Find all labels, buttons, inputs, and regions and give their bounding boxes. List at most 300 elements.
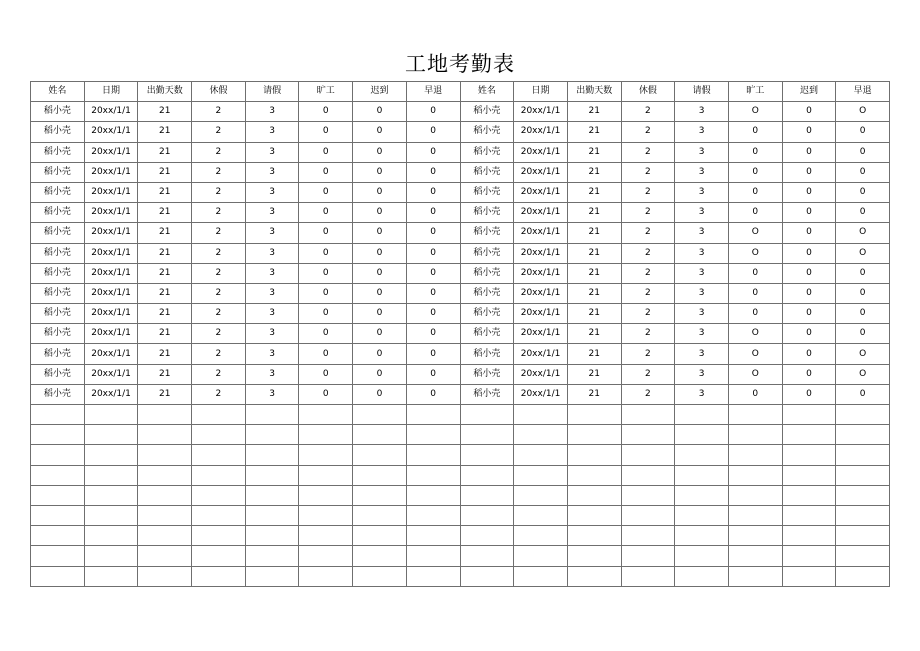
table-cell[interactable] bbox=[138, 526, 192, 546]
table-cell[interactable]: 0 bbox=[728, 162, 782, 182]
table-cell[interactable] bbox=[353, 526, 407, 546]
table-cell[interactable]: 20xx/1/1 bbox=[514, 304, 568, 324]
table-cell[interactable]: 稻小壳 bbox=[460, 122, 514, 142]
table-cell[interactable]: 0 bbox=[353, 142, 407, 162]
table-cell[interactable]: 21 bbox=[567, 263, 621, 283]
table-cell[interactable]: 0 bbox=[406, 182, 460, 202]
table-cell[interactable]: 3 bbox=[245, 384, 299, 404]
table-cell[interactable] bbox=[406, 425, 460, 445]
table-cell[interactable] bbox=[621, 526, 675, 546]
table-cell[interactable]: 20xx/1/1 bbox=[84, 102, 138, 122]
table-cell[interactable] bbox=[353, 546, 407, 566]
table-cell[interactable] bbox=[84, 445, 138, 465]
table-cell[interactable] bbox=[138, 485, 192, 505]
table-cell[interactable] bbox=[406, 505, 460, 525]
table-cell[interactable]: 3 bbox=[675, 324, 729, 344]
table-cell[interactable]: 2 bbox=[621, 283, 675, 303]
table-cell[interactable]: 21 bbox=[138, 263, 192, 283]
table-cell[interactable]: 20xx/1/1 bbox=[84, 364, 138, 384]
table-cell[interactable]: 20xx/1/1 bbox=[84, 162, 138, 182]
table-cell[interactable] bbox=[621, 465, 675, 485]
table-cell[interactable]: 0 bbox=[299, 223, 353, 243]
table-cell[interactable]: 0 bbox=[782, 122, 836, 142]
table-cell[interactable] bbox=[299, 566, 353, 586]
table-cell[interactable]: 21 bbox=[138, 283, 192, 303]
table-cell[interactable]: 3 bbox=[675, 344, 729, 364]
table-cell[interactable]: 0 bbox=[782, 243, 836, 263]
table-cell[interactable] bbox=[782, 526, 836, 546]
table-cell[interactable]: 0 bbox=[836, 263, 890, 283]
table-cell[interactable]: 2 bbox=[621, 243, 675, 263]
table-cell[interactable]: 3 bbox=[245, 182, 299, 202]
table-cell[interactable]: 0 bbox=[728, 304, 782, 324]
table-cell[interactable] bbox=[567, 505, 621, 525]
table-cell[interactable]: 稻小壳 bbox=[31, 203, 85, 223]
table-cell[interactable]: 20xx/1/1 bbox=[84, 122, 138, 142]
table-cell[interactable]: 0 bbox=[782, 344, 836, 364]
table-cell[interactable] bbox=[406, 566, 460, 586]
table-cell[interactable]: 3 bbox=[675, 263, 729, 283]
table-cell[interactable]: 0 bbox=[836, 324, 890, 344]
table-cell[interactable]: 稻小壳 bbox=[460, 304, 514, 324]
table-cell[interactable]: 2 bbox=[192, 182, 246, 202]
table-cell[interactable]: 2 bbox=[621, 142, 675, 162]
table-cell[interactable] bbox=[460, 465, 514, 485]
table-cell[interactable]: 0 bbox=[406, 102, 460, 122]
table-cell[interactable]: 2 bbox=[192, 122, 246, 142]
table-cell[interactable]: 0 bbox=[728, 384, 782, 404]
table-cell[interactable]: O bbox=[728, 324, 782, 344]
table-cell[interactable]: 0 bbox=[406, 142, 460, 162]
table-cell[interactable] bbox=[245, 465, 299, 485]
table-cell[interactable] bbox=[836, 445, 890, 465]
table-cell[interactable] bbox=[514, 465, 568, 485]
table-cell[interactable]: 0 bbox=[836, 384, 890, 404]
table-cell[interactable]: 稻小壳 bbox=[31, 344, 85, 364]
table-cell[interactable]: 0 bbox=[353, 364, 407, 384]
table-cell[interactable]: O bbox=[728, 102, 782, 122]
table-cell[interactable]: 0 bbox=[299, 324, 353, 344]
table-cell[interactable]: 稻小壳 bbox=[31, 304, 85, 324]
table-cell[interactable] bbox=[192, 546, 246, 566]
table-cell[interactable] bbox=[836, 526, 890, 546]
table-cell[interactable] bbox=[460, 546, 514, 566]
table-cell[interactable] bbox=[567, 485, 621, 505]
table-cell[interactable] bbox=[245, 546, 299, 566]
table-cell[interactable] bbox=[567, 405, 621, 425]
table-cell[interactable] bbox=[728, 405, 782, 425]
table-cell[interactable] bbox=[299, 505, 353, 525]
table-cell[interactable] bbox=[567, 526, 621, 546]
table-cell[interactable]: 3 bbox=[245, 243, 299, 263]
table-cell[interactable] bbox=[299, 526, 353, 546]
table-cell[interactable] bbox=[192, 425, 246, 445]
table-cell[interactable]: 0 bbox=[406, 324, 460, 344]
table-cell[interactable]: 稻小壳 bbox=[460, 182, 514, 202]
table-cell[interactable] bbox=[514, 445, 568, 465]
table-cell[interactable]: 21 bbox=[138, 182, 192, 202]
table-cell[interactable] bbox=[567, 465, 621, 485]
table-cell[interactable]: 0 bbox=[406, 162, 460, 182]
table-cell[interactable]: 0 bbox=[353, 243, 407, 263]
table-cell[interactable]: 稻小壳 bbox=[460, 243, 514, 263]
table-cell[interactable]: 0 bbox=[406, 203, 460, 223]
table-cell[interactable] bbox=[31, 465, 85, 485]
table-cell[interactable] bbox=[353, 445, 407, 465]
table-cell[interactable] bbox=[836, 465, 890, 485]
table-cell[interactable]: 0 bbox=[728, 122, 782, 142]
table-cell[interactable]: 21 bbox=[567, 203, 621, 223]
table-cell[interactable] bbox=[514, 566, 568, 586]
table-cell[interactable]: 0 bbox=[728, 263, 782, 283]
table-cell[interactable] bbox=[299, 485, 353, 505]
table-cell[interactable]: 0 bbox=[353, 384, 407, 404]
table-cell[interactable]: 稻小壳 bbox=[31, 324, 85, 344]
table-cell[interactable] bbox=[84, 465, 138, 485]
table-cell[interactable]: 20xx/1/1 bbox=[514, 324, 568, 344]
table-cell[interactable]: 0 bbox=[353, 304, 407, 324]
table-cell[interactable] bbox=[84, 546, 138, 566]
table-cell[interactable] bbox=[675, 425, 729, 445]
table-cell[interactable]: 20xx/1/1 bbox=[514, 344, 568, 364]
table-cell[interactable]: 0 bbox=[836, 122, 890, 142]
table-cell[interactable] bbox=[84, 526, 138, 546]
table-cell[interactable]: 稻小壳 bbox=[31, 102, 85, 122]
table-cell[interactable]: 稻小壳 bbox=[31, 364, 85, 384]
table-cell[interactable]: 稻小壳 bbox=[460, 344, 514, 364]
table-cell[interactable] bbox=[31, 505, 85, 525]
table-cell[interactable]: 20xx/1/1 bbox=[514, 142, 568, 162]
table-cell[interactable] bbox=[406, 465, 460, 485]
table-cell[interactable] bbox=[836, 566, 890, 586]
table-cell[interactable] bbox=[138, 465, 192, 485]
table-cell[interactable] bbox=[31, 526, 85, 546]
table-cell[interactable] bbox=[406, 526, 460, 546]
table-cell[interactable]: 20xx/1/1 bbox=[84, 263, 138, 283]
table-cell[interactable]: 0 bbox=[782, 102, 836, 122]
table-cell[interactable] bbox=[460, 405, 514, 425]
table-cell[interactable]: O bbox=[728, 344, 782, 364]
table-cell[interactable]: 0 bbox=[299, 283, 353, 303]
table-cell[interactable]: 21 bbox=[138, 102, 192, 122]
table-cell[interactable]: 0 bbox=[782, 283, 836, 303]
table-cell[interactable]: 0 bbox=[406, 283, 460, 303]
table-cell[interactable]: 2 bbox=[192, 263, 246, 283]
table-cell[interactable]: 3 bbox=[675, 384, 729, 404]
table-cell[interactable] bbox=[514, 505, 568, 525]
table-cell[interactable]: 3 bbox=[675, 304, 729, 324]
table-cell[interactable]: 21 bbox=[138, 162, 192, 182]
table-cell[interactable]: 3 bbox=[675, 122, 729, 142]
table-cell[interactable]: 3 bbox=[245, 142, 299, 162]
table-cell[interactable] bbox=[138, 445, 192, 465]
table-cell[interactable]: 0 bbox=[299, 344, 353, 364]
table-cell[interactable]: 2 bbox=[192, 304, 246, 324]
table-cell[interactable] bbox=[621, 546, 675, 566]
table-cell[interactable]: 20xx/1/1 bbox=[84, 344, 138, 364]
table-cell[interactable] bbox=[31, 485, 85, 505]
table-cell[interactable]: 21 bbox=[567, 344, 621, 364]
table-cell[interactable]: 0 bbox=[782, 263, 836, 283]
table-cell[interactable]: 2 bbox=[621, 324, 675, 344]
table-cell[interactable]: 21 bbox=[567, 243, 621, 263]
table-cell[interactable]: 0 bbox=[728, 283, 782, 303]
table-cell[interactable]: 稻小壳 bbox=[460, 102, 514, 122]
table-cell[interactable] bbox=[353, 425, 407, 445]
table-cell[interactable] bbox=[728, 465, 782, 485]
table-cell[interactable]: 21 bbox=[138, 304, 192, 324]
table-cell[interactable] bbox=[728, 445, 782, 465]
table-cell[interactable]: 21 bbox=[567, 182, 621, 202]
table-cell[interactable] bbox=[836, 425, 890, 445]
table-cell[interactable]: 2 bbox=[621, 263, 675, 283]
table-cell[interactable]: 3 bbox=[675, 142, 729, 162]
table-cell[interactable]: 20xx/1/1 bbox=[514, 203, 568, 223]
table-cell[interactable]: 3 bbox=[675, 182, 729, 202]
table-cell[interactable] bbox=[192, 485, 246, 505]
table-cell[interactable] bbox=[353, 566, 407, 586]
table-cell[interactable]: 0 bbox=[406, 223, 460, 243]
table-cell[interactable]: 2 bbox=[621, 304, 675, 324]
table-cell[interactable]: 稻小壳 bbox=[31, 263, 85, 283]
table-cell[interactable]: 0 bbox=[782, 223, 836, 243]
table-cell[interactable]: 21 bbox=[138, 243, 192, 263]
table-cell[interactable]: 稻小壳 bbox=[31, 122, 85, 142]
table-cell[interactable]: 0 bbox=[299, 162, 353, 182]
table-cell[interactable]: 0 bbox=[406, 263, 460, 283]
table-cell[interactable] bbox=[567, 566, 621, 586]
table-cell[interactable]: 21 bbox=[567, 122, 621, 142]
table-cell[interactable]: 20xx/1/1 bbox=[84, 283, 138, 303]
table-cell[interactable] bbox=[192, 526, 246, 546]
table-cell[interactable] bbox=[192, 445, 246, 465]
table-cell[interactable]: 2 bbox=[192, 102, 246, 122]
table-cell[interactable] bbox=[31, 405, 85, 425]
table-cell[interactable]: 0 bbox=[299, 182, 353, 202]
table-cell[interactable]: 3 bbox=[245, 364, 299, 384]
table-cell[interactable]: 21 bbox=[567, 384, 621, 404]
table-cell[interactable] bbox=[138, 566, 192, 586]
table-cell[interactable]: 0 bbox=[406, 364, 460, 384]
table-cell[interactable] bbox=[514, 546, 568, 566]
table-cell[interactable] bbox=[353, 505, 407, 525]
table-cell[interactable]: 21 bbox=[138, 203, 192, 223]
table-cell[interactable]: 20xx/1/1 bbox=[84, 223, 138, 243]
table-cell[interactable]: 20xx/1/1 bbox=[514, 162, 568, 182]
table-cell[interactable] bbox=[460, 485, 514, 505]
table-cell[interactable] bbox=[621, 566, 675, 586]
table-cell[interactable] bbox=[782, 485, 836, 505]
table-cell[interactable]: 0 bbox=[353, 283, 407, 303]
table-cell[interactable]: 21 bbox=[138, 122, 192, 142]
table-cell[interactable] bbox=[460, 566, 514, 586]
table-cell[interactable]: 20xx/1/1 bbox=[514, 223, 568, 243]
table-cell[interactable]: 2 bbox=[192, 142, 246, 162]
table-cell[interactable] bbox=[84, 505, 138, 525]
table-cell[interactable]: O bbox=[836, 243, 890, 263]
table-cell[interactable]: 21 bbox=[138, 324, 192, 344]
table-cell[interactable]: 3 bbox=[675, 203, 729, 223]
table-cell[interactable] bbox=[621, 405, 675, 425]
table-cell[interactable]: 0 bbox=[353, 344, 407, 364]
table-cell[interactable] bbox=[782, 425, 836, 445]
table-cell[interactable] bbox=[567, 425, 621, 445]
table-cell[interactable]: 20xx/1/1 bbox=[84, 384, 138, 404]
table-cell[interactable]: 0 bbox=[299, 243, 353, 263]
table-cell[interactable] bbox=[84, 425, 138, 445]
table-cell[interactable]: 0 bbox=[728, 182, 782, 202]
table-cell[interactable]: O bbox=[728, 243, 782, 263]
table-cell[interactable]: 0 bbox=[406, 243, 460, 263]
table-cell[interactable]: 20xx/1/1 bbox=[84, 324, 138, 344]
table-cell[interactable] bbox=[621, 425, 675, 445]
table-cell[interactable]: 0 bbox=[782, 364, 836, 384]
table-cell[interactable]: 0 bbox=[406, 344, 460, 364]
table-cell[interactable] bbox=[675, 546, 729, 566]
table-cell[interactable] bbox=[192, 566, 246, 586]
table-cell[interactable]: 稻小壳 bbox=[460, 162, 514, 182]
table-cell[interactable]: 2 bbox=[621, 182, 675, 202]
table-cell[interactable] bbox=[299, 405, 353, 425]
table-cell[interactable] bbox=[245, 405, 299, 425]
table-cell[interactable]: 2 bbox=[192, 324, 246, 344]
table-cell[interactable] bbox=[514, 425, 568, 445]
table-cell[interactable]: 2 bbox=[621, 223, 675, 243]
table-cell[interactable]: 21 bbox=[138, 384, 192, 404]
table-cell[interactable] bbox=[406, 546, 460, 566]
table-cell[interactable]: 3 bbox=[675, 223, 729, 243]
table-cell[interactable]: 2 bbox=[192, 203, 246, 223]
table-cell[interactable]: 0 bbox=[353, 162, 407, 182]
table-cell[interactable]: 20xx/1/1 bbox=[84, 304, 138, 324]
table-cell[interactable]: 0 bbox=[836, 203, 890, 223]
table-cell[interactable] bbox=[728, 566, 782, 586]
table-cell[interactable]: 2 bbox=[192, 364, 246, 384]
table-cell[interactable]: 0 bbox=[353, 122, 407, 142]
table-cell[interactable]: 21 bbox=[138, 142, 192, 162]
table-cell[interactable]: 2 bbox=[192, 223, 246, 243]
table-cell[interactable] bbox=[782, 405, 836, 425]
table-cell[interactable] bbox=[353, 485, 407, 505]
table-cell[interactable]: 2 bbox=[621, 364, 675, 384]
table-cell[interactable]: 0 bbox=[406, 122, 460, 142]
table-cell[interactable]: 0 bbox=[406, 304, 460, 324]
table-cell[interactable] bbox=[782, 566, 836, 586]
table-cell[interactable]: 0 bbox=[299, 364, 353, 384]
table-cell[interactable]: 3 bbox=[675, 162, 729, 182]
table-cell[interactable] bbox=[836, 505, 890, 525]
table-cell[interactable]: 2 bbox=[192, 243, 246, 263]
table-cell[interactable] bbox=[31, 546, 85, 566]
table-cell[interactable]: 21 bbox=[567, 162, 621, 182]
table-cell[interactable]: O bbox=[836, 344, 890, 364]
table-cell[interactable]: 3 bbox=[245, 102, 299, 122]
table-cell[interactable] bbox=[84, 485, 138, 505]
table-cell[interactable] bbox=[675, 505, 729, 525]
table-cell[interactable]: 20xx/1/1 bbox=[84, 142, 138, 162]
table-cell[interactable]: 20xx/1/1 bbox=[84, 203, 138, 223]
table-cell[interactable] bbox=[31, 445, 85, 465]
table-cell[interactable]: 0 bbox=[299, 102, 353, 122]
table-cell[interactable]: 20xx/1/1 bbox=[514, 182, 568, 202]
table-cell[interactable] bbox=[675, 566, 729, 586]
table-cell[interactable]: 3 bbox=[245, 344, 299, 364]
table-cell[interactable]: 3 bbox=[675, 243, 729, 263]
table-cell[interactable]: 20xx/1/1 bbox=[514, 243, 568, 263]
table-cell[interactable]: 2 bbox=[621, 384, 675, 404]
table-cell[interactable] bbox=[138, 405, 192, 425]
table-cell[interactable] bbox=[245, 505, 299, 525]
table-cell[interactable]: 3 bbox=[245, 263, 299, 283]
table-cell[interactable]: 2 bbox=[192, 344, 246, 364]
table-cell[interactable]: 2 bbox=[192, 162, 246, 182]
table-cell[interactable]: 0 bbox=[782, 182, 836, 202]
table-cell[interactable]: 0 bbox=[353, 182, 407, 202]
table-cell[interactable]: 0 bbox=[728, 203, 782, 223]
table-cell[interactable] bbox=[353, 465, 407, 485]
table-cell[interactable]: 0 bbox=[782, 203, 836, 223]
table-cell[interactable]: 20xx/1/1 bbox=[514, 263, 568, 283]
table-cell[interactable]: 0 bbox=[406, 384, 460, 404]
table-cell[interactable]: 0 bbox=[836, 182, 890, 202]
table-cell[interactable]: 21 bbox=[138, 344, 192, 364]
table-cell[interactable]: 21 bbox=[138, 223, 192, 243]
table-cell[interactable]: 3 bbox=[245, 283, 299, 303]
table-cell[interactable]: O bbox=[836, 364, 890, 384]
table-cell[interactable]: 3 bbox=[675, 364, 729, 384]
table-cell[interactable] bbox=[675, 485, 729, 505]
table-cell[interactable] bbox=[299, 425, 353, 445]
table-cell[interactable]: 20xx/1/1 bbox=[514, 384, 568, 404]
table-cell[interactable]: 2 bbox=[192, 384, 246, 404]
table-cell[interactable]: 21 bbox=[138, 364, 192, 384]
table-cell[interactable]: 3 bbox=[245, 304, 299, 324]
table-cell[interactable] bbox=[728, 526, 782, 546]
table-cell[interactable]: 0 bbox=[299, 122, 353, 142]
table-cell[interactable]: 稻小壳 bbox=[31, 384, 85, 404]
table-cell[interactable]: 0 bbox=[353, 223, 407, 243]
table-cell[interactable]: 稻小壳 bbox=[460, 263, 514, 283]
table-cell[interactable] bbox=[299, 445, 353, 465]
table-cell[interactable] bbox=[353, 405, 407, 425]
table-cell[interactable]: 21 bbox=[567, 283, 621, 303]
table-cell[interactable]: 0 bbox=[782, 162, 836, 182]
table-cell[interactable]: 0 bbox=[353, 203, 407, 223]
table-cell[interactable]: 0 bbox=[782, 324, 836, 344]
table-cell[interactable]: 0 bbox=[353, 102, 407, 122]
table-cell[interactable]: 20xx/1/1 bbox=[514, 283, 568, 303]
table-cell[interactable]: 21 bbox=[567, 324, 621, 344]
table-cell[interactable]: 0 bbox=[782, 384, 836, 404]
table-cell[interactable] bbox=[84, 405, 138, 425]
table-cell[interactable]: 2 bbox=[621, 122, 675, 142]
table-cell[interactable] bbox=[460, 445, 514, 465]
table-cell[interactable] bbox=[728, 485, 782, 505]
table-cell[interactable]: 3 bbox=[675, 283, 729, 303]
table-cell[interactable] bbox=[138, 505, 192, 525]
table-cell[interactable]: 3 bbox=[675, 102, 729, 122]
table-cell[interactable] bbox=[192, 465, 246, 485]
table-cell[interactable]: 稻小壳 bbox=[31, 162, 85, 182]
table-cell[interactable] bbox=[406, 485, 460, 505]
table-cell[interactable]: 0 bbox=[836, 162, 890, 182]
table-cell[interactable] bbox=[406, 445, 460, 465]
table-cell[interactable]: 0 bbox=[782, 304, 836, 324]
table-cell[interactable]: 0 bbox=[299, 384, 353, 404]
table-cell[interactable]: 21 bbox=[567, 304, 621, 324]
table-cell[interactable]: 0 bbox=[353, 263, 407, 283]
table-cell[interactable]: 21 bbox=[567, 223, 621, 243]
